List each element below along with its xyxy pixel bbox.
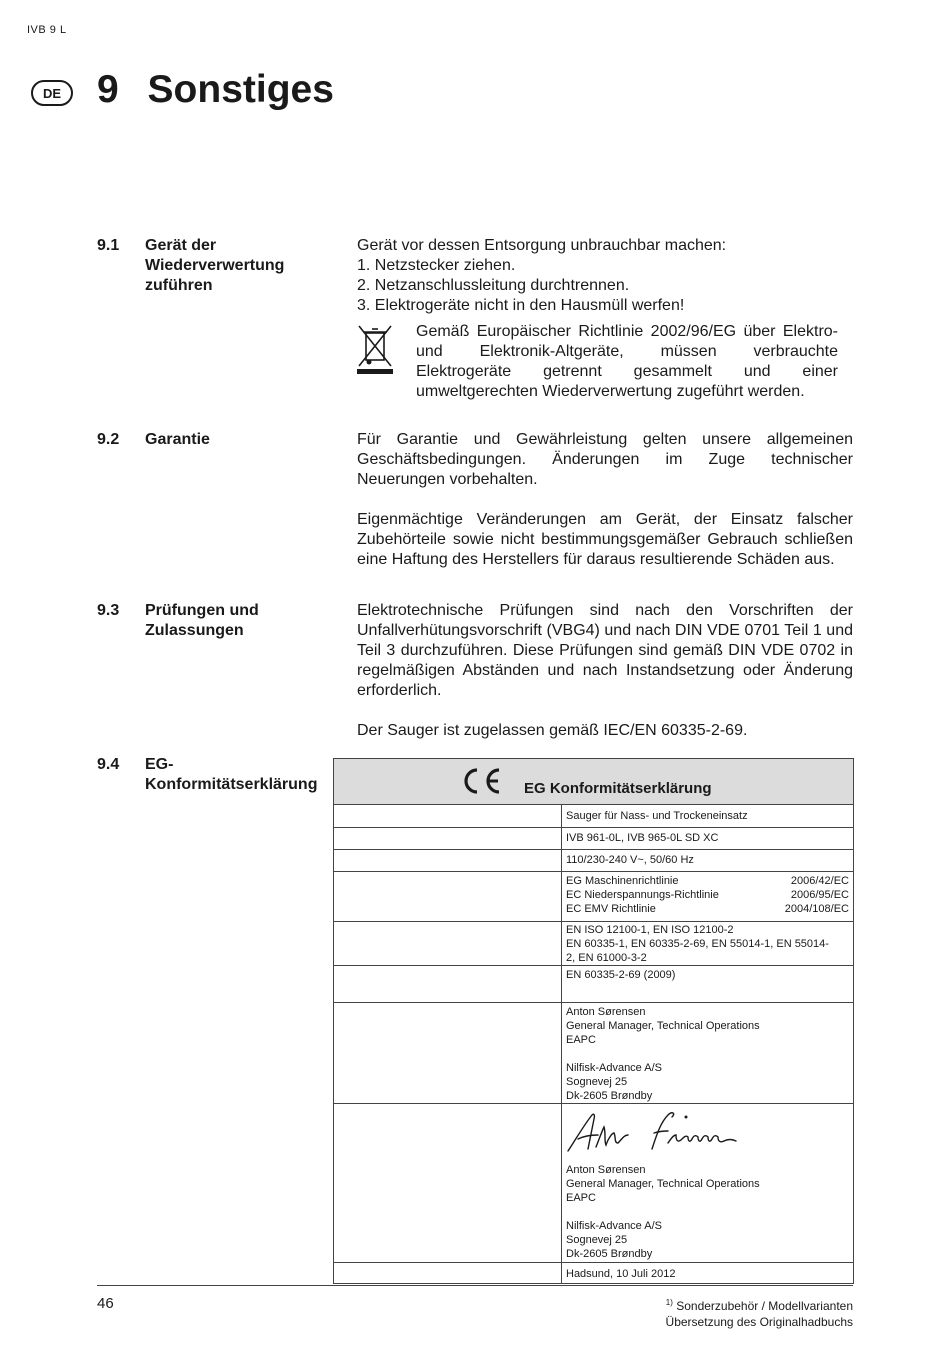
directive-code: 2004/108/EC [784,903,849,915]
harmonised-standards [566,923,849,965]
section-title [145,755,330,795]
section-title-line: Zulassungen [145,622,244,639]
section-title-line: Wiederverwertung [145,257,285,274]
signer-line: General Manager, Technical Operations [566,1178,760,1190]
test-standard: EN 60335-2-69 (2009) [566,969,676,981]
standards-line: EN ISO 12100-1, EN ISO 12100-2 [566,924,734,936]
row-divider [334,827,853,828]
instruction-step: 1. Netzstecker ziehen. [357,257,516,274]
directive-row [566,902,849,916]
chapter-heading [97,68,334,112]
section-title-line: Konformitätserklärung [145,776,318,793]
standards-line: EN 60335-1, EN 60335-2-69, EN 55014-1, EN 55014- [566,938,829,950]
signer-line: Anton Sørensen [566,1164,646,1176]
document-code: IVB 9 L [27,24,67,36]
directive-list [566,874,849,916]
contact-line: EAPC [566,1034,596,1046]
section-title [145,236,330,296]
footer-note [666,1295,853,1330]
signatory-block [566,1163,849,1261]
signer-line: Sognevej 25 [566,1234,628,1246]
section-title [145,601,330,641]
contact-line: General Manager, Technical Operations [566,1020,760,1032]
directive-name: EG Maschinenrichtlinie [566,875,679,887]
disposal-instructions [357,236,853,316]
instruction-step: 3. Elektrogeräte nicht in den Hausmüll werfen! [357,297,685,314]
paragraph: Elektrotechnische Prüfungen sind nach den Vorschriften der Unfallverhütungsvorschrift (VBG4) und nach DIN VDE 0701 Teil 1 und Teil 3 durchzuführen. Diese Prüfungen sind gemäß DIN VDE 0702 in regelmäßigen Abständen und nach Instandsetzung oder Änderung erforderlich. [357,602,853,699]
row-divider [334,849,853,850]
weee-directive-note: Gemäß Europäischer Richtlinie 2002/96/EG über Elektro- und Elektronik-Altgeräte, müssen verbrauchte Elektrogeräte getrennt gesammelt und einer umweltgerechten Wiederverwertung zugeführt werden. [416,323,838,400]
rated-voltage: 110/230-240 V~, 50/60 Hz [566,854,694,866]
column-divider [561,805,562,1283]
row-divider [334,1002,853,1003]
footnote-line [666,1295,853,1314]
chapter-number: 9 [97,68,119,111]
footnote-marker: 1) [665,1298,673,1307]
row-divider [334,921,853,922]
row-divider [334,1262,853,1263]
standards-line: 2, EN 61000-3-2 [566,952,647,964]
paragraph: Eigenmächtige Veränderungen am Gerät, der Einsatz falscher Zubehörteile sowie nicht bestimmungsgemäßer Gebrauch schließen eine Haftung des Herstellers für daraus resultierende Schäden aus. [357,511,853,568]
directive-code: 2006/95/EC [790,889,849,901]
table-header [334,759,853,805]
paragraph: Für Garantie und Gewährleistung gelten unsere allgemeinen Geschäftsbedingungen. Änderungen im Zuge technischer Neuerungen vorbehalten. [357,431,853,488]
place-and-date: Hadsund, 10 Juli 2012 [566,1268,676,1280]
directive-row [566,888,849,902]
section-title-line: Gerät der [145,237,217,254]
section-number: 9.3 [97,602,120,619]
row-divider [334,965,853,966]
language-badge: DE [31,80,73,106]
directive-code: 2006/42/EC [790,875,849,887]
section-title-line: zuführen [145,277,213,294]
section-number: 9.2 [97,431,120,448]
translation-note: Übersetzung des Originalhadbuchs [665,1315,853,1329]
ce-mark-icon [462,767,502,795]
contact-line: Sognevej 25 [566,1076,628,1088]
footnote-text: Sonderzubehör / Modellvarianten [676,1299,853,1313]
handwritten-signature [564,1109,744,1155]
chapter-title: Sonstiges [147,68,334,111]
section-title-line: EG- [145,756,174,773]
instruction-step: 2. Netzanschlussleitung durchtrennen. [357,277,630,294]
footer-divider [97,1285,853,1286]
product-description: Sauger für Nass- und Trockeneinsatz [566,810,748,822]
model-list: IVB 961-0L, IVB 965-0L SD XC [566,832,719,844]
directive-name: EC EMV Richtlinie [566,903,656,915]
instruction-intro: Gerät vor dessen Entsorgung unbrauchbar machen: [357,237,727,254]
table-title: EG Konformitätserklärung [524,780,712,797]
contact-line: Nilfisk-Advance A/S [566,1062,662,1074]
signer-line: Dk-2605 Brøndby [566,1248,653,1260]
contact-line: Anton Sørensen [566,1006,646,1018]
technical-file-contact [566,1005,849,1103]
section-number: 9.1 [97,237,120,254]
contact-line: Dk-2605 Brøndby [566,1090,653,1102]
directive-row [566,874,849,888]
paragraph: Der Sauger ist zugelassen gemäß IEC/EN 60335-2-69. [357,722,748,739]
crossed-out-wheelie-bin-icon [357,324,393,374]
section-title-line: Prüfungen und [145,602,259,619]
section-body [357,430,853,570]
row-divider [334,1103,853,1104]
conformity-declaration-table [333,758,854,1284]
spacer [566,1205,849,1219]
directive-name: EC Niederspannungs-Richtlinie [566,889,719,901]
row-divider [334,871,853,872]
section-number: 9.4 [97,756,120,773]
section-title: Garantie [145,431,210,448]
signer-line: EAPC [566,1192,596,1204]
signer-line: Nilfisk-Advance A/S [566,1220,662,1232]
section-body [357,601,853,741]
spacer [566,1047,849,1061]
page-number: 46 [97,1295,114,1312]
